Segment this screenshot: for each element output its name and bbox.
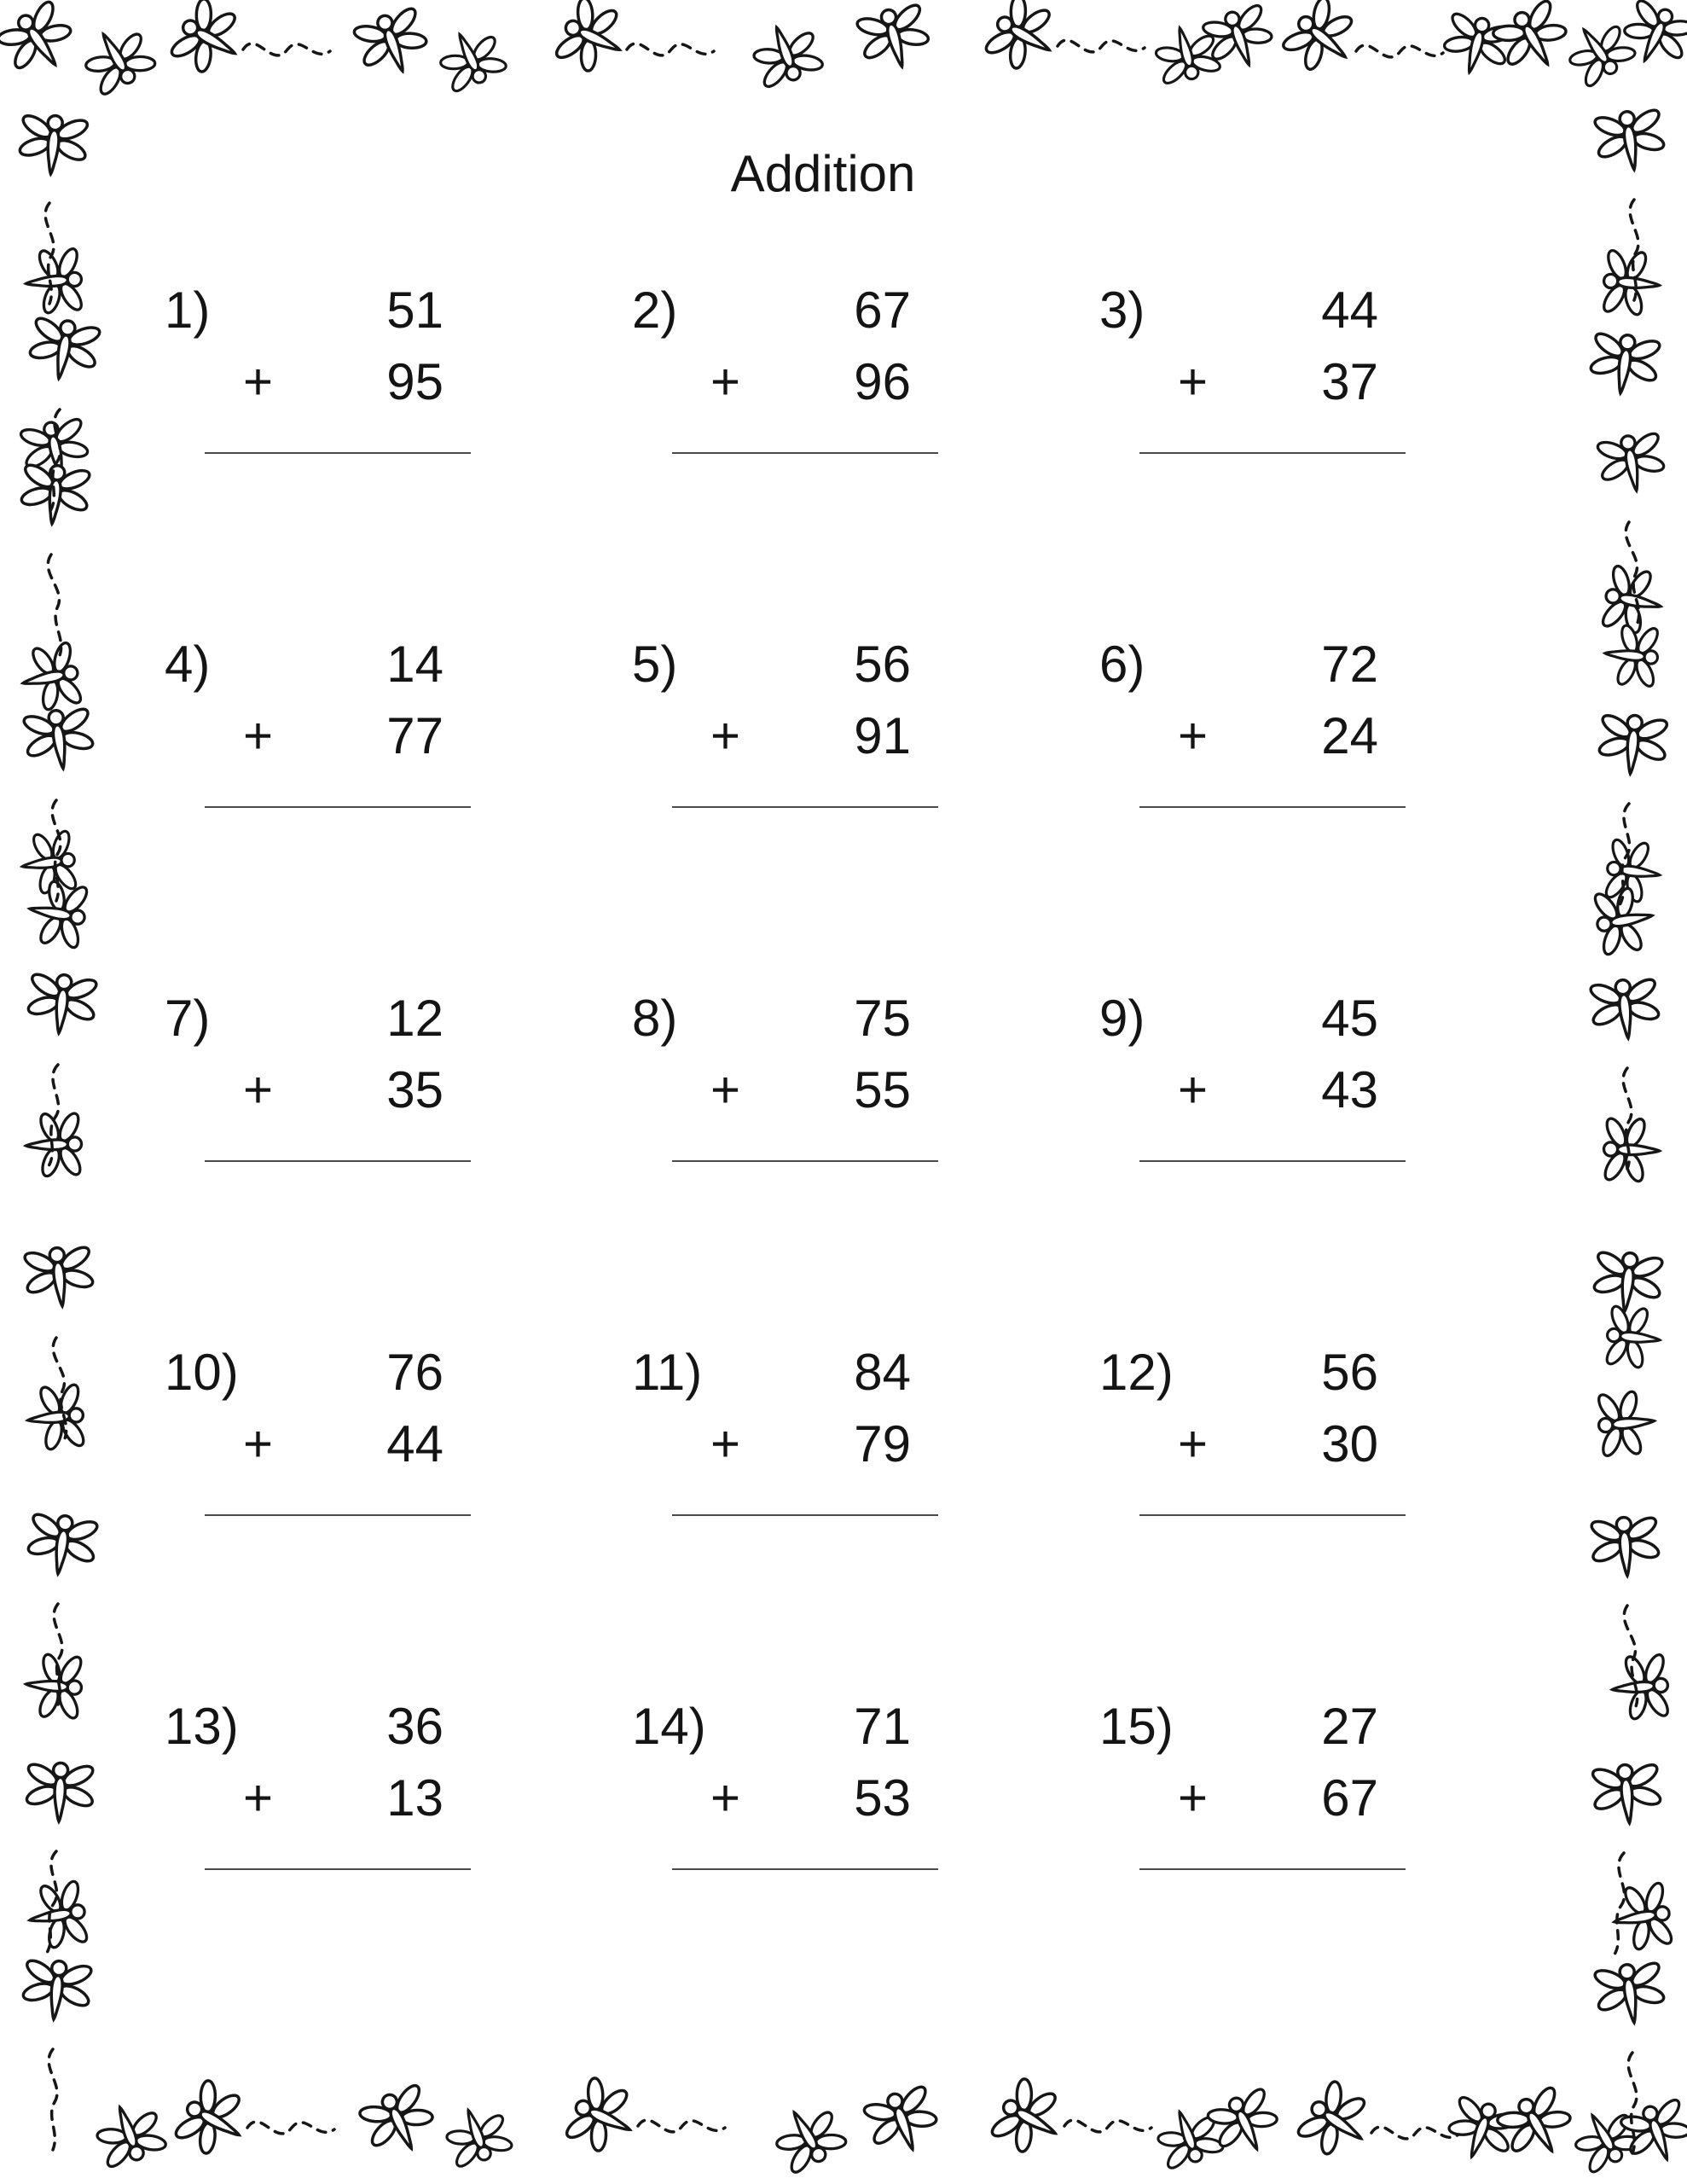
problem-number: 13) [165,1698,239,1755]
plus-operator: + [710,1769,741,1827]
answer-line [1139,452,1406,454]
problem-row-top [595,983,947,1054]
problem-number: 2) [632,282,678,339]
problem-row-bottom [595,346,947,418]
flight-trail-icon [1625,522,1642,623]
problem-number: 14) [632,1698,706,1755]
problem-number: 7) [165,990,211,1047]
addend-bottom: 13 [386,1769,443,1827]
problem-row-top [595,1337,947,1409]
dragonfly-icon [1602,836,1664,907]
addend-bottom: 79 [854,1415,911,1472]
dragonfly-icon [18,828,80,898]
addend-top: 67 [854,282,911,339]
problem-row-top [1063,275,1414,346]
problem-row-top [1063,1691,1414,1763]
dragonfly-icon [1597,561,1667,639]
dragonfly-icon [1615,0,1687,75]
dragonfly-icon [20,704,98,773]
problem-row-bottom [128,700,479,772]
problem-row-bottom [128,1763,479,1834]
dragonfly-icon [1441,2092,1523,2169]
addend-top: 12 [386,990,443,1047]
dragonfly-icon [1601,1115,1661,1184]
flight-trail-icon [1616,804,1633,904]
flight-trail-icon [1623,1068,1632,1169]
dragonfly-icon [859,2081,946,2161]
dragonfly-icon [1150,2101,1228,2174]
dragonfly-icon [24,313,104,385]
flight-trail-icon [1058,40,1145,52]
answer-line [1139,1868,1406,1870]
problem-row-top [1063,629,1414,700]
flight-trail-icon [1356,45,1443,57]
flight-trail-icon [54,1604,62,1705]
problem-number: 3) [1099,282,1145,339]
problem-row-bottom [595,1763,947,1834]
answer-line [205,1160,471,1162]
addend-top: 45 [1321,990,1378,1047]
dragonfly-icon [1558,11,1641,92]
addend-bottom: 43 [1321,1061,1378,1118]
dragonfly-icon [1590,1247,1667,1315]
addition-problem [128,275,479,454]
answer-line [672,806,938,808]
dragonfly-icon [765,2095,852,2178]
dragonfly-icon [438,2100,517,2172]
addend-top: 56 [854,636,911,693]
problem-row-bottom [1063,1409,1414,1480]
addend-top: 27 [1321,1698,1378,1755]
addition-problem [128,1691,479,1870]
addition-problem [128,629,479,808]
addend-bottom: 77 [386,707,443,764]
plus-operator: + [710,707,741,764]
problem-row-bottom [128,1409,479,1480]
problem-row-top [128,983,479,1054]
plus-operator: + [710,1061,741,1118]
addend-bottom: 91 [854,707,911,764]
dragonfly-icon [1593,428,1669,497]
addend-top: 84 [854,1344,911,1401]
addend-top: 44 [1321,282,1378,339]
addition-problem [595,629,947,808]
dragonfly-icon [1586,328,1664,398]
answer-line [672,1868,938,1870]
flight-trail-icon [1371,2127,1458,2139]
addend-bottom: 95 [386,353,443,410]
dragonfly-icon [1487,0,1578,82]
problem-row-top [128,1337,479,1409]
addend-bottom: 30 [1321,1415,1378,1472]
problem-number: 15) [1099,1698,1174,1755]
dragonfly-icon [1491,2081,1582,2168]
answer-line [1139,1160,1406,1162]
problem-row-top [1063,983,1414,1054]
problem-number: 9) [1099,990,1145,1047]
plus-operator: + [1178,707,1209,764]
plus-operator: + [710,1415,741,1472]
problem-row-bottom [1063,700,1414,772]
dragonfly-icon [21,1242,98,1310]
addend-bottom: 96 [854,353,911,410]
problem-number: 1) [165,282,211,339]
dragonfly-icon [24,1877,92,1953]
dragonfly-icon [24,875,92,951]
answer-line [205,1868,471,1870]
flight-trail-icon [52,1338,69,1438]
plus-operator: + [243,1769,274,1827]
problem-row-bottom [595,1409,947,1480]
plus-operator: + [243,1061,274,1118]
flight-trail-icon [627,44,714,55]
dragonfly-icon [16,638,86,716]
addition-problem [595,1691,947,1870]
dragonfly-icon [1277,0,1368,84]
dragonfly-icon [1594,1387,1656,1459]
problem-row-top [595,275,947,346]
dragonfly-icon [349,3,436,83]
plus-operator: + [243,1415,274,1472]
dragonfly-icon [23,1509,101,1578]
answer-line [672,452,938,454]
addition-problem [595,1337,947,1516]
flight-trail-icon [45,1065,62,1165]
dragonfly-icon [89,2096,171,2173]
answer-line [1139,1514,1406,1516]
plus-operator: + [243,353,274,410]
problem-number: 4) [165,636,211,693]
worksheet-title: Addition [730,145,916,202]
problem-row-bottom [595,1054,947,1126]
addend-bottom: 37 [1321,353,1378,410]
problem-row-bottom [1063,1054,1414,1126]
answer-line [205,806,471,808]
dragonfly-icon [560,2072,645,2162]
answer-line [1139,806,1406,808]
addend-top: 14 [386,636,443,693]
dragonfly-icon [1565,2100,1647,2178]
dragonfly-icon [17,460,94,527]
addend-top: 72 [1321,636,1378,693]
addition-problem [128,983,479,1162]
plus-operator: + [1178,1769,1209,1827]
problem-row-top [128,1691,479,1763]
dragonfly-icon [1149,20,1224,88]
problem-row-top [595,629,947,700]
flight-trail-icon [43,1851,61,1952]
dragonfly-icon [24,969,101,1037]
flight-trail-icon [47,410,64,510]
problem-number: 5) [632,636,678,693]
dragonfly-icon [0,0,84,84]
dragonfly-icon [1437,9,1516,81]
answer-line [672,1160,938,1162]
addend-bottom: 55 [854,1061,911,1118]
flight-trail-icon [45,203,54,304]
dragonfly-icon [979,0,1066,80]
problem-row-bottom [128,1054,479,1126]
dragonfly-icon [1595,711,1671,776]
dragonfly-icon [1609,1651,1672,1722]
flight-trail-icon [1630,200,1638,300]
addend-bottom: 67 [1321,1769,1378,1827]
flight-trail-icon [638,2120,725,2132]
addend-bottom: 24 [1321,707,1378,764]
dragonfly-icon [1591,1958,1669,2027]
flight-trail-icon [1064,2120,1151,2132]
answer-line [672,1514,938,1516]
addition-problem [1063,1691,1414,1870]
problem-number: 10) [165,1344,239,1401]
dragonfly-icon [431,21,511,97]
flight-trail-icon [47,555,64,655]
dragonfly-icon [1603,622,1662,690]
dragonfly-icon [985,2072,1072,2164]
dragonfly-icon [24,1651,85,1722]
plus-operator: + [710,353,741,410]
flight-trail-icon [1623,1606,1640,1706]
dragonfly-icon [1616,2094,1687,2171]
dragonfly-icon [745,16,828,93]
problem-row-top [1063,1337,1414,1409]
answer-line [205,452,471,454]
flight-trail-icon [52,800,61,901]
addition-problem [1063,1337,1414,1516]
problem-row-top [128,629,479,700]
plus-operator: + [1178,1415,1209,1472]
addition-problem [1063,629,1414,808]
problem-number: 12) [1099,1344,1174,1401]
dragonfly-icon [24,1760,96,1822]
addition-problem [595,275,947,454]
dragonfly-icon [1589,1760,1665,1826]
addend-bottom: 44 [386,1415,443,1472]
dragonfly-icon [1587,974,1664,1042]
problem-row-bottom [1063,1763,1414,1834]
dragonfly-icon [25,1110,84,1179]
dragonfly-icon [165,0,252,84]
dragonfly-icon [169,2074,256,2165]
dragonfly-icon [1599,247,1661,318]
plus-operator: + [1178,353,1209,410]
flight-trail-icon [1611,1853,1628,1954]
addend-bottom: 53 [854,1769,911,1827]
answer-line [205,1514,471,1516]
addition-problem [1063,275,1414,454]
dragonfly-icon [1198,0,1281,76]
addend-top: 76 [386,1344,443,1401]
dragonfly-icon [23,245,85,317]
problem-row-top [128,275,479,346]
problem-number: 11) [632,1344,703,1401]
plus-operator: + [1178,1061,1209,1118]
addend-top: 75 [854,990,911,1047]
addend-top: 51 [386,282,443,339]
addend-top: 56 [1321,1344,1378,1401]
addition-problem [595,983,947,1162]
dragonfly-icon [1203,2083,1288,2164]
dragonfly-icon [74,17,161,100]
dragonfly-icon [550,0,635,82]
problem-row-bottom [1063,346,1414,418]
dragonfly-icon [16,414,94,484]
dragonfly-icon [1609,1879,1677,1955]
dragonfly-icon [1588,1513,1662,1578]
dragonfly-icon [19,1955,96,2023]
problem-row-bottom [128,346,479,418]
addition-problem [128,1337,479,1516]
dragonfly-icon [1603,1303,1663,1372]
problem-row-bottom [595,700,947,772]
addition-problem [1063,983,1414,1162]
addend-top: 36 [386,1698,443,1755]
problem-number: 6) [1099,636,1145,693]
dragonfly-icon [852,0,936,76]
dragonfly-icon [354,2079,443,2164]
dragonfly-icon [24,1381,88,1454]
dragonfly-icon [1291,2075,1381,2167]
flight-trail-icon [1628,2053,1637,2153]
flight-trail-icon [243,44,330,55]
flight-trail-icon [49,2049,57,2150]
problem-number: 8) [632,990,678,1047]
addend-bottom: 35 [386,1061,443,1118]
plus-operator: + [243,707,274,764]
dragonfly-icon [1590,882,1658,958]
flight-trail-icon [247,2122,334,2134]
problem-row-top [595,1691,947,1763]
addend-top: 71 [854,1698,911,1755]
